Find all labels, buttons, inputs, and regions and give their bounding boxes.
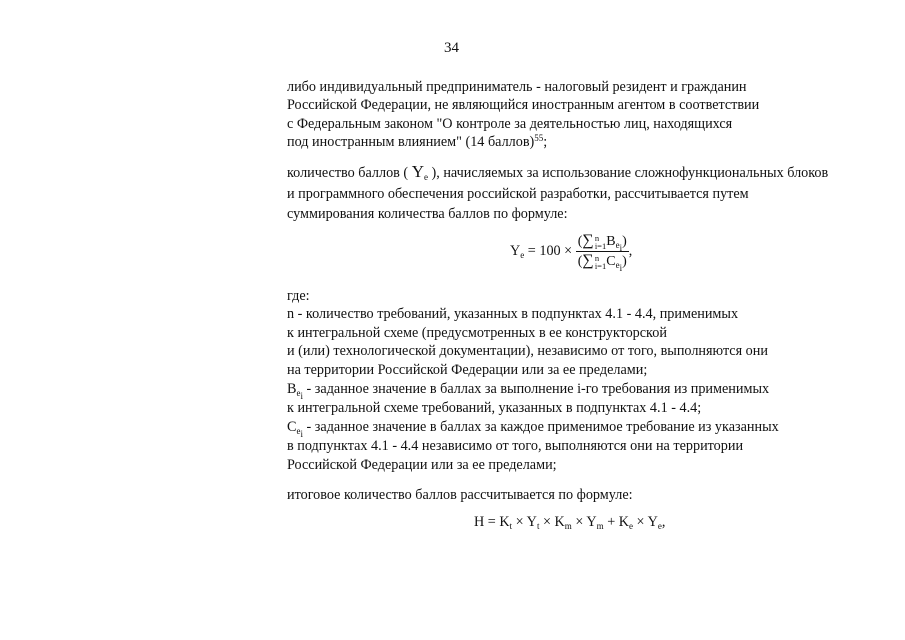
def-b-line: к интегральной схеме требований, указанных в подпунктах 4.1 - 4.4; bbox=[287, 400, 702, 417]
sum-lower: i=1 bbox=[594, 260, 607, 271]
paragraph-score-ye bbox=[287, 162, 828, 225]
sub-e: e bbox=[615, 260, 620, 270]
text-line bbox=[287, 162, 828, 184]
sub-i: i bbox=[300, 391, 303, 402]
paren: ( bbox=[577, 254, 583, 269]
formula-part: × Y bbox=[633, 514, 658, 530]
var-b: B bbox=[606, 234, 616, 249]
subscript: t bbox=[536, 521, 540, 531]
sum-upper: n bbox=[594, 252, 600, 263]
text-segment: под иностранным влиянием" (14 баллов) bbox=[287, 134, 535, 151]
sum-upper: n bbox=[594, 232, 600, 243]
subscript: e bbox=[657, 521, 662, 531]
text-line: и программного обеспечения российской разработки, рассчитывается путем bbox=[287, 185, 749, 202]
formula-part: × Y bbox=[512, 514, 537, 530]
var-c: C bbox=[606, 254, 616, 269]
text-line: Российской Федерации, не являющийся иностранным агентом в соответствии bbox=[287, 97, 760, 114]
text-line: с Федеральным законом "О контроле за деятельностью лиц, находящихся bbox=[287, 115, 733, 132]
formula-part: + K bbox=[603, 514, 629, 530]
formula-part: × Y bbox=[571, 514, 597, 530]
paren: ) bbox=[622, 234, 627, 249]
formula-total bbox=[474, 514, 665, 531]
sum-limits bbox=[595, 234, 606, 250]
fraction-denominator bbox=[576, 252, 629, 271]
subscript: m bbox=[596, 521, 604, 531]
page-number: 34 bbox=[444, 40, 459, 56]
def-n-line: n - количество требований, указанных в подпунктах 4.1 - 4.4, применимых bbox=[287, 306, 739, 323]
subscript: e bbox=[520, 249, 525, 260]
sub-e: e bbox=[296, 426, 301, 437]
def-n-line: к интегральной схеме (предусмотренных в ее конструкторской bbox=[287, 324, 667, 341]
paren: ( bbox=[577, 234, 583, 249]
text-line: либо индивидуальный предприниматель - налоговый резидент и гражданин bbox=[287, 79, 747, 95]
formula-trail: , bbox=[661, 514, 666, 530]
fraction-numerator bbox=[576, 232, 629, 252]
subscript: m bbox=[564, 521, 572, 531]
text-segment: ; bbox=[543, 134, 548, 151]
paren: ) bbox=[622, 254, 627, 269]
subscript: e bbox=[629, 521, 633, 531]
sub-i: i bbox=[300, 429, 303, 440]
text-segment: - заданное значение в баллах за выполнение i-го требования из применимых bbox=[302, 381, 770, 398]
sub-i: i bbox=[619, 263, 623, 273]
symbol-c: C bbox=[287, 419, 297, 436]
formula-eq: = 100 × bbox=[527, 242, 573, 259]
subscript: e bbox=[423, 172, 428, 182]
fraction bbox=[576, 232, 629, 271]
def-c-line: в подпунктах 4.1 - 4.4 независимо от того, выполняются они на территории bbox=[287, 438, 744, 455]
text-segment: - заданное значение в баллах за каждое применимое требование из указанных bbox=[302, 419, 779, 436]
formula-part: H = K bbox=[474, 514, 510, 530]
text-line: суммирования количества баллов по формуле: bbox=[287, 206, 568, 222]
total-intro: итоговое количество баллов рассчитывается по формуле: bbox=[287, 487, 633, 503]
sub-i: i bbox=[619, 243, 623, 253]
sum-sign: ∑ bbox=[582, 252, 594, 269]
symbol-y: Y bbox=[411, 162, 424, 181]
def-n-line: и (или) технологической документации), независимо от того, выполняются они bbox=[287, 343, 768, 360]
formula-trail: , bbox=[628, 242, 633, 259]
def-n-line: на территории Российской Федерации или за ее пределами; bbox=[287, 361, 648, 378]
sum-lower: i=1 bbox=[594, 240, 607, 251]
footnote-marker: 55 bbox=[534, 133, 544, 144]
symbol-b: B bbox=[287, 381, 297, 398]
text-segment: ), начисляемых за использование сложнофункциональных блоков bbox=[431, 165, 829, 181]
def-c-line bbox=[287, 417, 779, 440]
formula-ye bbox=[510, 232, 632, 271]
def-b-line bbox=[287, 379, 779, 402]
where-label: где: bbox=[287, 288, 310, 304]
def-c-line: Российской Федерации или за ее пределами; bbox=[287, 456, 557, 473]
sub-e: e bbox=[615, 240, 620, 250]
formula-lhs: Y bbox=[510, 242, 521, 259]
definitions bbox=[287, 287, 779, 474]
subscript: t bbox=[509, 521, 513, 531]
text-line bbox=[287, 133, 759, 151]
sum-limits bbox=[595, 254, 606, 270]
sub-e: e bbox=[296, 388, 301, 399]
text-segment: количество баллов ( bbox=[287, 165, 409, 181]
sum-sign: ∑ bbox=[582, 232, 594, 249]
formula-part: × K bbox=[539, 514, 565, 530]
paragraph-entrepreneur bbox=[287, 78, 759, 152]
